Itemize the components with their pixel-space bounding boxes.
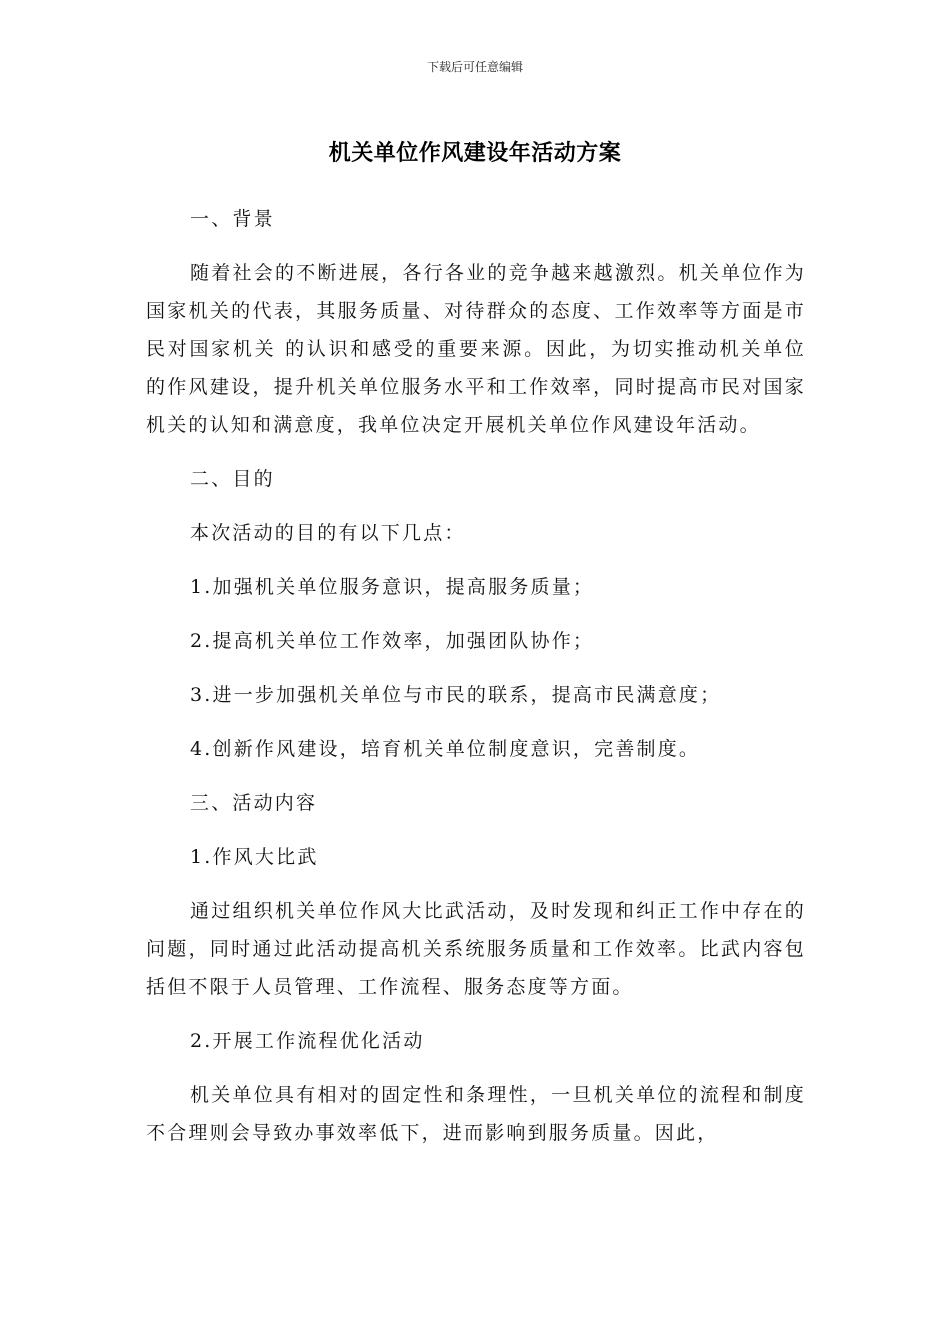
paragraph-purpose-intro: 本次活动的目的有以下几点：: [190, 522, 466, 544]
purpose-item-2: 2.提高机关单位工作效率，加强团队协作；: [190, 630, 595, 652]
paragraph-background: 随着社会的不断进展，各行各业的竞争越来越激烈。机关单位作为国家机关的代表，其服务质量、对待群众的态度、工作效率等方面是市民对国家机关 的认识和感受的重要来源。因此，为切实推动机关单位的作风建设，提升机关单位服务水平和工作效率，同时提高市民对国家机关的认知和满意度，我单位决定开展机关单位作风建设年活动。: [146, 262, 806, 436]
header-note: 下载后可任意编辑: [426, 60, 523, 74]
purpose-item-1: 1.加强机关单位服务意识，提高服务质量；: [190, 576, 595, 598]
purpose-item-4: 4.创新作风建设，培育机关单位制度意识，完善制度。: [190, 738, 701, 760]
subheading-activity-2: 2.开展工作流程优化活动: [190, 1030, 425, 1052]
document-title: 机关单位作风建设年活动方案: [328, 141, 622, 166]
section-heading-purpose: 二、目的: [190, 468, 275, 490]
paragraph-activity-1: 通过组织机关单位作风大比武活动，及时发现和纠正工作中存在的问题，同时通过此活动提高机关系统服务质量和工作效率。比武内容包括但不限于人员管理、工作流程、服务态度等方面。: [146, 900, 806, 998]
subheading-activity-1: 1.作风大比武: [190, 846, 319, 868]
section-heading-background: 一、背景: [190, 208, 275, 230]
purpose-item-3: 3.进一步加强机关单位与市民的联系，提高市民满意度；: [190, 684, 722, 706]
document-body: [146, 200, 806, 1152]
paragraph-activity-2: 机关单位具有相对的固定性和条理性，一旦机关单位的流程和制度不合理则会导致办事效率低下，进而影响到服务质量。因此，: [146, 1084, 806, 1144]
section-heading-activities: 三、活动内容: [190, 792, 318, 814]
